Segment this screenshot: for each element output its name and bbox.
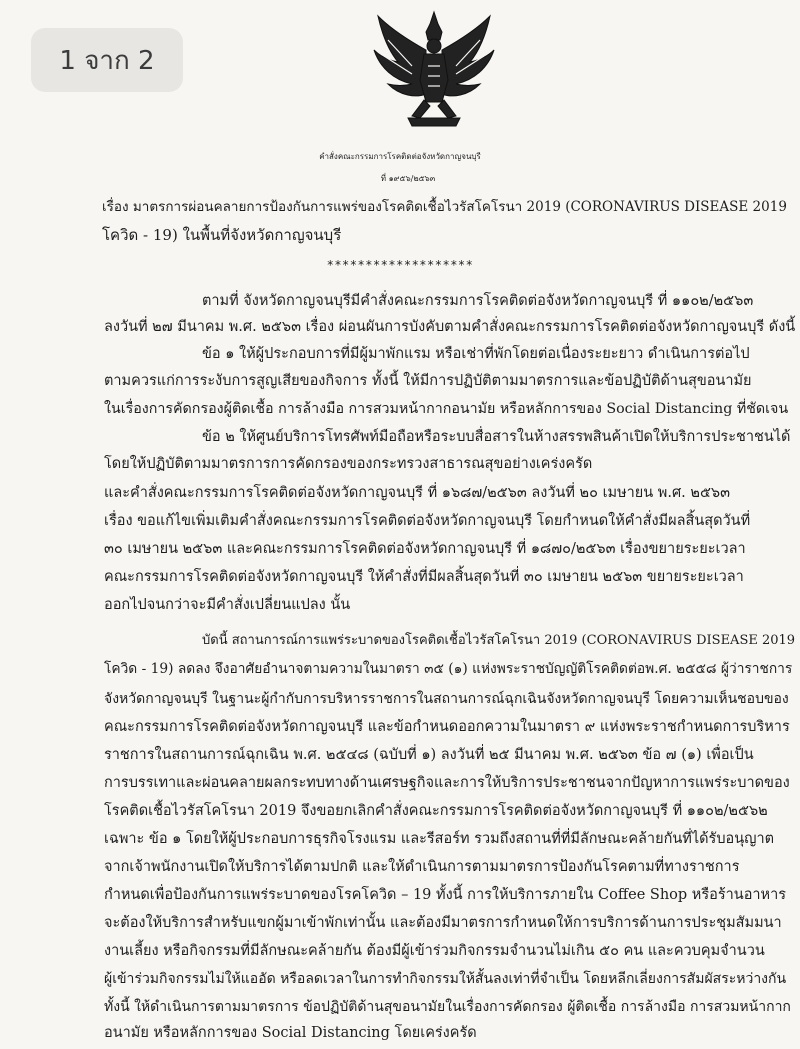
body-line: ราชการในสถานการณ์ฉุกเฉิน พ.ศ. ๒๕๔๘ (ฉบับที่ ๑) ลงวันที่ ๒๕ มีนาคม พ.ศ. ๒๕๖๓ ข้อ ๗ (๑) เพื่อเป็น: [104, 747, 754, 763]
body-line: ผู้เข้าร่วมกิจกรรมไม่ให้แออัด หรือลดเวลาในการทำกิจกรรมให้สั้นลงเท่าที่จำเป็น โดยหลีกเลี่ยงการสัมผัสระหว่างกัน: [104, 971, 787, 987]
body-line: เรื่อง ขอแก้ไขเพิ่มเติมคำสั่งคณะกรรมการโรคติดต่อจังหวัดกาญจนบุรี โดยกำหนดให้คำสั่งมีผลสิ้นสุดวันที่: [104, 513, 751, 529]
subject-line-2: โควิด - 19) ในพื้นที่จังหวัดกาญจนบุรี: [102, 226, 342, 244]
body-line: ตามที่ จังหวัดกาญจนบุรีมีคำสั่งคณะกรรมการโรคติดต่อจังหวัดกาญจนบุรี ที่ ๑๑๐๒/๒๕๖๓: [202, 293, 754, 309]
body-line: ข้อ ๑ ให้ผู้ประกอบการที่มีผู้มาพักแรม หรือเช่าที่พักโดยต่อเนื่องระยะยาว ดำเนินการต่อไป: [202, 346, 750, 362]
body-line: และคำสั่งคณะกรรมการโรคติดต่อจังหวัดกาญจนบุรี ที่ ๑๖๘๗/๒๕๖๓ ลงวันที่ ๒๐ เมษายน พ.ศ. ๒๕๖๓: [104, 485, 731, 501]
body-line: ๓๐ เมษายน ๒๕๖๓ และคณะกรรมการโรคติดต่อจังหวัดกาญจนบุรี ที่ ๑๘๗๐/๒๕๖๓ เรื่องขยายระยะเวลา: [104, 541, 746, 557]
body-line: โรคติดเชื้อไวรัสโคโรนา 2019 จึงขอยกเลิกคำสั่งคณะกรรมการโรคติดต่อจังหวัดกาญจนบุรี ที่ ๑๑๐๒/๒๕๖๒: [104, 803, 768, 819]
body-line: งานเลี้ยง หรือกิจกรรมที่มีลักษณะคล้ายกัน ต้องมีผู้เข้าร่วมกิจกรรมจำนวนไม่เกิน ๕๐ คน และควบคุมจำนวน: [104, 943, 765, 959]
body-line: ในเรื่องการคัดกรองผู้ติดเชื้อ การล้างมือ การสวมหน้ากากอนามัย หรือหลักการของ Social Distancing ที่ชัดเจน: [104, 401, 789, 417]
body-line: จังหวัดกาญจนบุรี ในฐานะผู้กำกับการบริหารราชการในสถานการณ์ฉุกเฉินจังหวัดกาญจนบุรี โดยความเห็นชอบของ: [104, 691, 789, 707]
page-indicator: 1 จาก 2: [31, 28, 183, 92]
order-title: คำสั่งคณะกรรมการโรคติดต่อจังหวัดกาญจนบุรี: [319, 152, 481, 161]
body-line: ออกไปจนกว่าจะมีคำสั่งเปลี่ยนแปลง นั้น: [104, 597, 351, 613]
separator: *******************: [326, 258, 474, 272]
body-line: ลงวันที่ ๒๗ มีนาคม พ.ศ. ๒๕๖๓ เรื่อง ผ่อนผันการบังคับตามคำสั่งคณะกรรมการโรคติดต่อจังหวัดกาญจนบุรี ดังนี้: [104, 319, 796, 335]
body-line: โดยให้ปฏิบัติตามมาตรการการคัดกรองของกระทรวงสาธารณสุขอย่างเคร่งครัด: [104, 456, 593, 472]
body-line: การบรรเทาและผ่อนคลายผลกระทบทางด้านเศรษฐกิจและการให้บริการประชาชนจากปัญหาการแพร่ระบาดของ: [104, 775, 790, 791]
garuda-emblem-icon: [368, 10, 500, 128]
body-line: ตามควรแก่การระงับการสูญเสียของกิจการ ทั้งนี้ ให้มีการปฏิบัติตามมาตรการและข้อปฏิบัติด้านสุขอนามัย: [104, 373, 752, 389]
body-line: โควิด - 19) ลดลง จึงอาศัยอำนาจตามความในมาตรา ๓๕ (๑) แห่งพระราชบัญญัติโรคติดต่อพ.ศ. ๒๕๕๘ ผู้ว่าราชการ: [104, 661, 793, 677]
subject-line-1: เรื่อง มาตรการผ่อนคลายการป้องกันการแพร่ของโรคติดเชื้อไวรัสโคโรนา 2019 (CORONAVIRUS DISEASE 2019: [102, 199, 787, 215]
body-line: คณะกรรมการโรคติดต่อจังหวัดกาญจนบุรี ให้คำสั่งที่มีผลสิ้นสุดวันที่ ๓๐ เมษายน ๒๕๖๓ ขยายระยะเวลา: [104, 569, 744, 585]
body-line: ข้อ ๒ ให้ศูนย์บริการโทรศัพท์มือถือหรือระบบสื่อสารในห้างสรรพสินค้าเปิดให้บริการประชาชนได้: [202, 429, 791, 445]
body-line: อนามัย หรือหลักการของ Social Distancing โดยเคร่งครัด: [104, 1025, 477, 1041]
order-number: ที่ ๑๙๕๖/๒๕๖๓: [380, 174, 436, 183]
body-line: จะต้องให้บริการสำหรับแขกผู้มาเข้าพักเท่านั้น และต้องมีมาตรการกำหนดให้การบริการด้านการประชุมสัมมนา: [104, 915, 782, 931]
body-line: ทั้งนี้ ให้ดำเนินการตามมาตรการ ข้อปฏิบัติด้านสุขอนามัยในเรื่องการคัดกรอง ผู้ติดเชื้อ การล้างมือ การสวมหน้ากาก: [104, 999, 791, 1015]
body-line: จากเจ้าพนักงานเปิดให้บริการได้ตามปกติ และให้ดำเนินการตามมาตรการป้องกันโรคตามที่ทางราชการ: [104, 859, 740, 875]
body-line: คณะกรรมการโรคติดต่อจังหวัดกาญจนบุรี และข้อกำหนดออกความในมาตรา ๙ แห่งพระราชกำหนดการบริหาร: [104, 719, 790, 735]
body-line: บัดนี้ สถานการณ์การแพร่ระบาดของโรคติดเชื้อไวรัสโคโรนา 2019 (CORONAVIRUS DISEASE 2019: [202, 633, 796, 648]
body-line: เฉพาะ ข้อ ๑ โดยให้ผู้ประกอบการธุรกิจโรงแรม และรีสอร์ท รวมถึงสถานที่ที่มีลักษณะคล้ายกันที่ได้รับอนุญาต: [104, 831, 775, 847]
body-line: กำหนดเพื่อป้องกันการแพร่ระบาดของโรคโควิด – 19 ทั้งนี้ การให้บริการภายใน Coffee Shop หรือร้านอาหาร: [104, 887, 787, 903]
